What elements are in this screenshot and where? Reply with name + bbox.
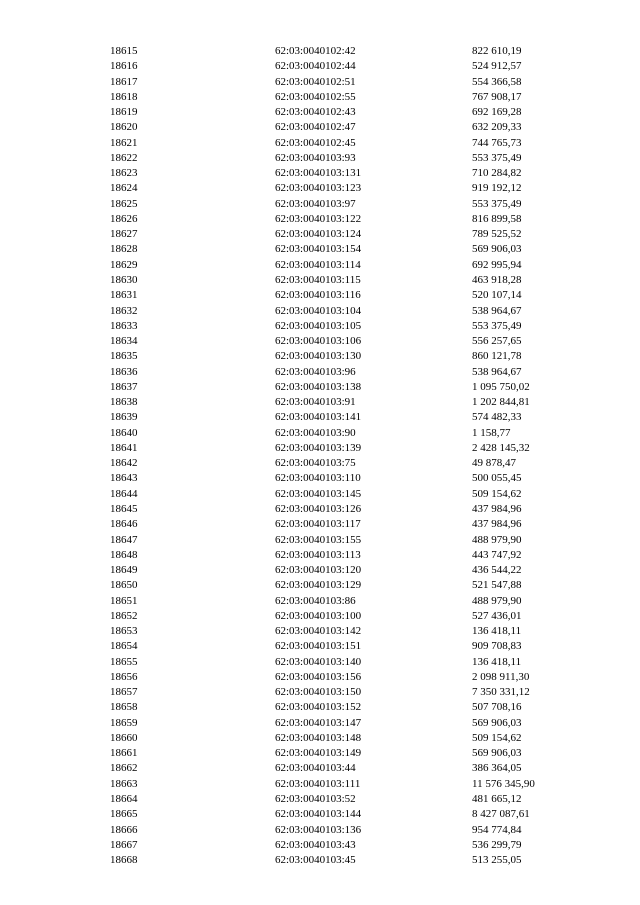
cadastral-number-cell: 62:03:0040103:86 — [275, 594, 356, 607]
cadastral-number-cell: 62:03:0040103:106 — [275, 335, 362, 348]
cadastral-value-cell: 49 878,47 — [472, 457, 516, 470]
table-row — [110, 441, 570, 456]
cadastral-number-cell: 62:03:0040103:52 — [275, 793, 356, 806]
row-number-cell: 18663 — [110, 777, 138, 790]
cadastral-number-cell: 62:03:0040102:45 — [275, 136, 356, 149]
cadastral-value-cell: 954 774,84 — [472, 823, 522, 836]
table-row — [110, 517, 570, 532]
table-row — [110, 655, 570, 670]
cadastral-number-cell: 62:03:0040103:154 — [275, 243, 362, 256]
row-number-cell: 18634 — [110, 335, 138, 348]
table-row — [110, 105, 570, 120]
cadastral-value-cell: 11 576 345,90 — [472, 777, 535, 790]
cadastral-value-cell: 1 095 750,02 — [472, 380, 530, 393]
cadastral-number-cell: 62:03:0040103:131 — [275, 167, 362, 180]
cadastral-number-cell: 62:03:0040103:147 — [275, 716, 362, 729]
table-row — [110, 746, 570, 761]
cadastral-value-cell: 1 158,77 — [472, 426, 511, 439]
cadastral-value-cell: 436 544,22 — [472, 564, 522, 577]
cadastral-value-cell: 527 436,01 — [472, 609, 522, 622]
row-number-cell: 18629 — [110, 258, 138, 271]
table-row — [110, 273, 570, 288]
cadastral-value-cell: 536 299,79 — [472, 838, 522, 851]
cadastral-value-cell: 513 255,05 — [472, 854, 522, 867]
cadastral-value-cell: 488 979,90 — [472, 533, 522, 546]
cadastral-value-cell: 2 428 145,32 — [472, 441, 530, 454]
cadastral-number-cell: 62:03:0040103:126 — [275, 502, 362, 515]
cadastral-number-cell: 62:03:0040102:47 — [275, 121, 356, 134]
cadastral-value-cell: 488 979,90 — [472, 594, 522, 607]
cadastral-value-cell: 136 418,11 — [472, 625, 522, 638]
row-number-cell: 18619 — [110, 106, 138, 119]
row-number-cell: 18656 — [110, 670, 138, 683]
cadastral-number-cell: 62:03:0040103:113 — [275, 548, 361, 561]
table-row — [110, 761, 570, 776]
cadastral-value-cell: 7 350 331,12 — [472, 686, 530, 699]
cadastral-number-cell: 62:03:0040103:75 — [275, 457, 356, 470]
table-row — [110, 777, 570, 792]
cadastral-number-cell: 62:03:0040103:123 — [275, 182, 362, 195]
cadastral-number-cell: 62:03:0040103:155 — [275, 533, 362, 546]
cadastral-number-cell: 62:03:0040103:97 — [275, 197, 356, 210]
table-row — [110, 258, 570, 273]
row-number-cell: 18652 — [110, 609, 138, 622]
row-number-cell: 18624 — [110, 182, 138, 195]
cadastral-number-cell: 62:03:0040103:140 — [275, 655, 362, 668]
row-number-cell: 18640 — [110, 426, 138, 439]
row-number-cell: 18666 — [110, 823, 138, 836]
cadastral-number-cell: 62:03:0040103:120 — [275, 564, 362, 577]
cadastral-value-cell: 860 121,78 — [472, 350, 522, 363]
cadastral-number-cell: 62:03:0040103:44 — [275, 762, 356, 775]
row-number-cell: 18631 — [110, 289, 138, 302]
row-number-cell: 18616 — [110, 60, 138, 73]
row-number-cell: 18659 — [110, 716, 138, 729]
cadastral-number-cell: 62:03:0040103:136 — [275, 823, 362, 836]
cadastral-value-cell: 554 366,58 — [472, 75, 522, 88]
table-row — [110, 334, 570, 349]
cadastral-value-cell: 822 610,19 — [472, 45, 522, 57]
cadastral-value-cell: 524 912,57 — [472, 60, 522, 73]
table-row — [110, 227, 570, 242]
table-row — [110, 471, 570, 486]
cadastral-value-cell: 710 284,82 — [472, 167, 522, 180]
cadastral-value-cell: 789 525,52 — [472, 228, 522, 241]
table-row — [110, 349, 570, 364]
row-number-cell: 18650 — [110, 579, 138, 592]
row-number-cell: 18667 — [110, 838, 138, 851]
row-number-cell: 18638 — [110, 396, 138, 409]
row-number-cell: 18665 — [110, 808, 138, 821]
table-row — [110, 304, 570, 319]
cadastral-number-cell: 62:03:0040102:55 — [275, 90, 356, 103]
cadastral-value-cell: 1 202 844,81 — [472, 396, 530, 409]
row-number-cell: 18654 — [110, 640, 138, 653]
cadastral-number-cell: 62:03:0040103:149 — [275, 747, 362, 760]
row-number-cell: 18620 — [110, 121, 138, 134]
row-number-cell: 18653 — [110, 625, 138, 638]
cadastral-number-cell: 62:03:0040103:150 — [275, 686, 362, 699]
row-number-cell: 18637 — [110, 380, 138, 393]
table-row — [110, 380, 570, 395]
row-number-cell: 18617 — [110, 75, 138, 88]
cadastral-number-cell: 62:03:0040103:142 — [275, 625, 362, 638]
cadastral-value-cell: 136 418,11 — [472, 655, 522, 668]
cadastral-value-cell: 437 984,96 — [472, 518, 522, 531]
cadastral-number-cell: 62:03:0040103:130 — [275, 350, 362, 363]
cadastral-number-cell: 62:03:0040103:122 — [275, 212, 362, 225]
cadastral-value-cell: 538 964,67 — [472, 304, 522, 317]
table-row — [110, 533, 570, 548]
table-row — [110, 456, 570, 471]
row-number-cell: 18628 — [110, 243, 138, 256]
table-row — [110, 792, 570, 807]
table-row — [110, 563, 570, 578]
cadastral-number-cell: 62:03:0040103:139 — [275, 441, 362, 454]
table-row — [110, 426, 570, 441]
cadastral-number-cell: 62:03:0040103:152 — [275, 701, 362, 714]
cadastral-number-cell: 62:03:0040103:91 — [275, 396, 356, 409]
cadastral-value-cell: 500 055,45 — [472, 472, 522, 485]
cadastral-number-cell: 62:03:0040103:145 — [275, 487, 362, 500]
cadastral-value-cell: 919 192,12 — [472, 182, 522, 195]
cadastral-number-cell: 62:03:0040102:42 — [275, 45, 356, 57]
cadastral-number-cell: 62:03:0040103:124 — [275, 228, 362, 241]
cadastral-number-cell: 62:03:0040103:114 — [275, 258, 361, 271]
row-number-cell: 18664 — [110, 793, 138, 806]
table-row — [110, 853, 570, 868]
table-row — [110, 807, 570, 822]
cadastral-value-cell: 509 154,62 — [472, 487, 522, 500]
row-number-cell: 18630 — [110, 273, 138, 286]
table-row — [110, 548, 570, 563]
table-row — [110, 838, 570, 853]
table-row — [110, 823, 570, 838]
cadastral-value-cell: 538 964,67 — [472, 365, 522, 378]
cadastral-value-table — [110, 44, 570, 868]
cadastral-number-cell: 62:03:0040103:43 — [275, 838, 356, 851]
cadastral-number-cell: 62:03:0040103:116 — [275, 289, 361, 302]
table-row — [110, 609, 570, 624]
cadastral-number-cell: 62:03:0040103:90 — [275, 426, 356, 439]
row-number-cell: 18615 — [110, 45, 138, 57]
cadastral-number-cell: 62:03:0040103:93 — [275, 151, 356, 164]
row-number-cell: 18658 — [110, 701, 138, 714]
row-number-cell: 18642 — [110, 457, 138, 470]
table-row — [110, 319, 570, 334]
cadastral-value-cell: 553 375,49 — [472, 319, 522, 332]
cadastral-value-cell: 767 908,17 — [472, 90, 522, 103]
table-row — [110, 624, 570, 639]
table-row — [110, 731, 570, 746]
row-number-cell: 18632 — [110, 304, 138, 317]
cadastral-value-cell: 2 098 911,30 — [472, 670, 530, 683]
cadastral-value-cell: 507 708,16 — [472, 701, 522, 714]
cadastral-number-cell: 62:03:0040103:138 — [275, 380, 362, 393]
table-row — [110, 639, 570, 654]
row-number-cell: 18625 — [110, 197, 138, 210]
cadastral-number-cell: 62:03:0040102:51 — [275, 75, 356, 88]
table-row — [110, 181, 570, 196]
cadastral-number-cell: 62:03:0040103:104 — [275, 304, 362, 317]
cadastral-number-cell: 62:03:0040103:148 — [275, 731, 362, 744]
table-row — [110, 365, 570, 380]
cadastral-value-cell: 569 906,03 — [472, 243, 522, 256]
table-row — [110, 166, 570, 181]
table-row — [110, 594, 570, 609]
row-number-cell: 18662 — [110, 762, 138, 775]
table-row — [110, 288, 570, 303]
table-body — [110, 44, 570, 868]
row-number-cell: 18646 — [110, 518, 138, 531]
row-number-cell: 18647 — [110, 533, 138, 546]
row-number-cell: 18623 — [110, 167, 138, 180]
cadastral-number-cell: 62:03:0040103:156 — [275, 670, 362, 683]
row-number-cell: 18661 — [110, 747, 138, 760]
row-number-cell: 18636 — [110, 365, 138, 378]
row-number-cell: 18635 — [110, 350, 138, 363]
cadastral-value-cell: 481 665,12 — [472, 793, 522, 806]
cadastral-value-cell: 556 257,65 — [472, 335, 522, 348]
table-row — [110, 212, 570, 227]
row-number-cell: 18651 — [110, 594, 138, 607]
table-row — [110, 90, 570, 105]
cadastral-value-cell: 553 375,49 — [472, 151, 522, 164]
row-number-cell: 18618 — [110, 90, 138, 103]
cadastral-value-cell: 553 375,49 — [472, 197, 522, 210]
cadastral-value-cell: 569 906,03 — [472, 716, 522, 729]
cadastral-value-cell: 520 107,14 — [472, 289, 522, 302]
cadastral-value-cell: 443 747,92 — [472, 548, 522, 561]
cadastral-value-cell: 574 482,33 — [472, 411, 522, 424]
row-number-cell: 18622 — [110, 151, 138, 164]
table-row — [110, 685, 570, 700]
table-row — [110, 395, 570, 410]
cadastral-value-cell: 692 995,94 — [472, 258, 522, 271]
table-row — [110, 59, 570, 74]
row-number-cell: 18648 — [110, 548, 138, 561]
cadastral-value-cell: 509 154,62 — [472, 731, 522, 744]
table-row — [110, 197, 570, 212]
cadastral-value-cell: 437 984,96 — [472, 502, 522, 515]
cadastral-number-cell: 62:03:0040103:115 — [275, 273, 361, 286]
cadastral-value-cell: 909 708,83 — [472, 640, 522, 653]
cadastral-number-cell: 62:03:0040103:110 — [275, 472, 361, 485]
row-number-cell: 18668 — [110, 854, 138, 867]
row-number-cell: 18655 — [110, 655, 138, 668]
cadastral-number-cell: 62:03:0040103:96 — [275, 365, 356, 378]
row-number-cell: 18639 — [110, 411, 138, 424]
row-number-cell: 18627 — [110, 228, 138, 241]
cadastral-value-cell: 386 364,05 — [472, 762, 522, 775]
table-row — [110, 487, 570, 502]
row-number-cell: 18641 — [110, 441, 138, 454]
cadastral-value-cell: 521 547,88 — [472, 579, 522, 592]
row-number-cell: 18657 — [110, 686, 138, 699]
cadastral-number-cell: 62:03:0040103:111 — [275, 777, 361, 790]
cadastral-value-cell: 463 918,28 — [472, 273, 522, 286]
table-row — [110, 120, 570, 135]
cadastral-value-cell: 8 427 087,61 — [472, 808, 530, 821]
table-row — [110, 502, 570, 517]
row-number-cell: 18660 — [110, 731, 138, 744]
cadastral-value-cell: 632 209,33 — [472, 121, 522, 134]
row-number-cell: 18644 — [110, 487, 138, 500]
cadastral-value-cell: 692 169,28 — [472, 106, 522, 119]
cadastral-value-cell: 569 906,03 — [472, 747, 522, 760]
row-number-cell: 18626 — [110, 212, 138, 225]
row-number-cell: 18645 — [110, 502, 138, 515]
cadastral-value-cell: 744 765,73 — [472, 136, 522, 149]
row-number-cell: 18633 — [110, 319, 138, 332]
cadastral-value-cell: 816 899,58 — [472, 212, 522, 225]
table-row — [110, 700, 570, 715]
cadastral-number-cell: 62:03:0040103:45 — [275, 854, 356, 867]
cadastral-number-cell: 62:03:0040102:43 — [275, 106, 356, 119]
table-row — [110, 716, 570, 731]
table-row — [110, 136, 570, 151]
cadastral-number-cell: 62:03:0040103:144 — [275, 808, 362, 821]
table-row — [110, 578, 570, 593]
table-row — [110, 670, 570, 685]
table-row — [110, 410, 570, 425]
table-row — [110, 75, 570, 90]
cadastral-number-cell: 62:03:0040102:44 — [275, 60, 356, 73]
cadastral-number-cell: 62:03:0040103:100 — [275, 609, 362, 622]
row-number-cell: 18621 — [110, 136, 138, 149]
cadastral-number-cell: 62:03:0040103:105 — [275, 319, 362, 332]
table-row — [110, 151, 570, 166]
row-number-cell: 18643 — [110, 472, 138, 485]
cadastral-number-cell: 62:03:0040103:141 — [275, 411, 362, 424]
table-row — [110, 44, 570, 59]
cadastral-number-cell: 62:03:0040103:117 — [275, 518, 361, 531]
row-number-cell: 18649 — [110, 564, 138, 577]
cadastral-number-cell: 62:03:0040103:151 — [275, 640, 362, 653]
table-row — [110, 242, 570, 257]
cadastral-number-cell: 62:03:0040103:129 — [275, 579, 362, 592]
